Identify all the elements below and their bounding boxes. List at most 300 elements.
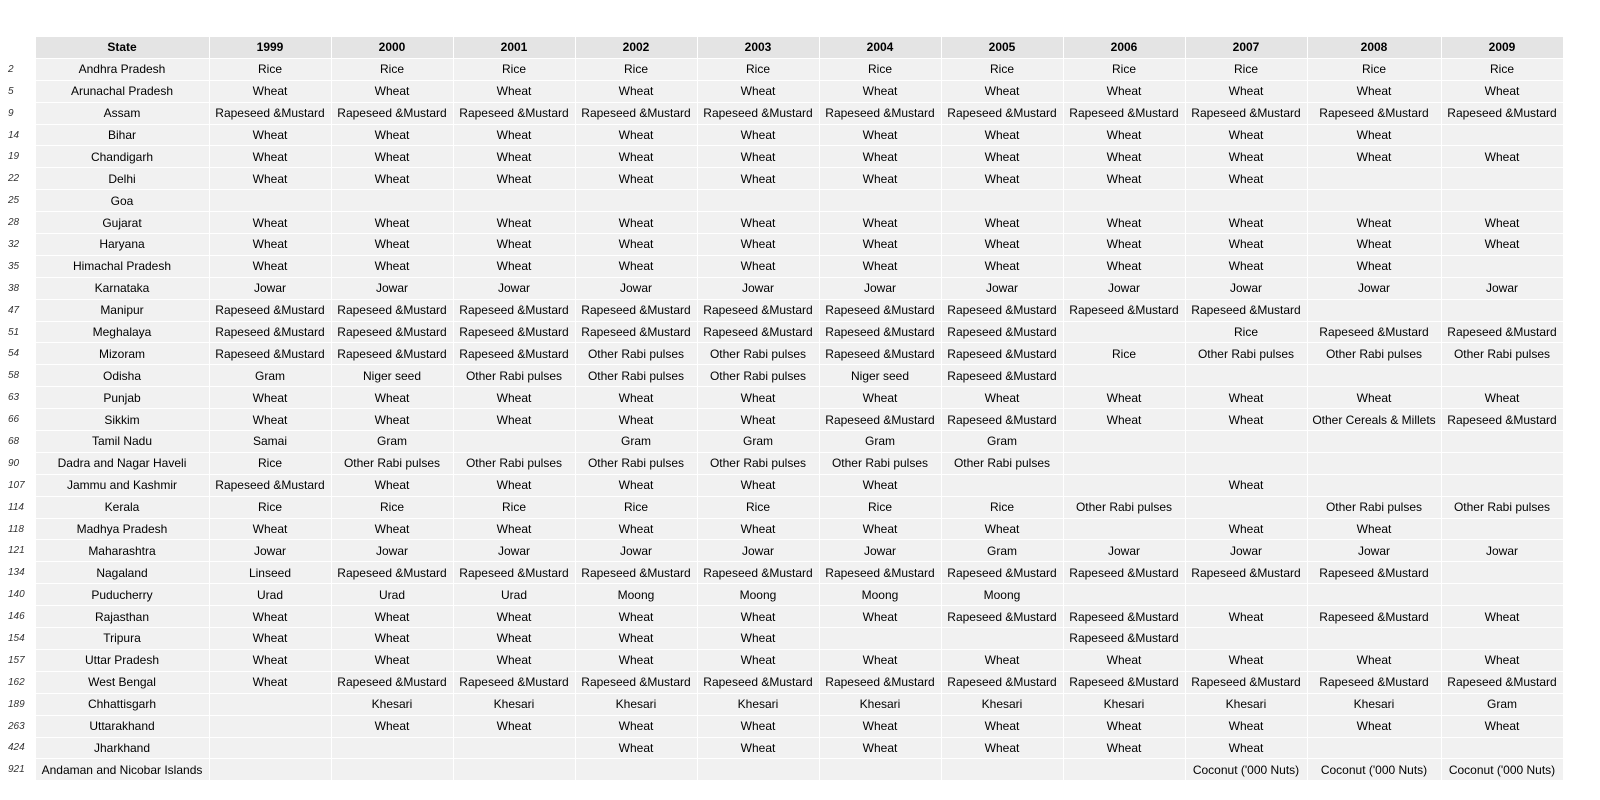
crop-cell[interactable]: Rapeseed &Mustard (331, 343, 453, 365)
crop-cell[interactable]: Rapeseed &Mustard (819, 343, 941, 365)
crop-cell[interactable]: Wheat (1185, 146, 1307, 168)
crop-cell[interactable]: Rapeseed &Mustard (575, 321, 697, 343)
crop-cell[interactable] (453, 759, 575, 781)
crop-cell[interactable]: Niger seed (819, 365, 941, 387)
crop-cell[interactable]: Rapeseed &Mustard (1063, 102, 1185, 124)
crop-cell[interactable]: Wheat (697, 212, 819, 234)
crop-cell[interactable]: Wheat (331, 606, 453, 628)
crop-cell[interactable]: Wheat (453, 628, 575, 650)
crop-cell[interactable]: Wheat (209, 80, 331, 102)
crop-cell[interactable]: Wheat (1185, 234, 1307, 256)
crop-cell[interactable]: Wheat (819, 212, 941, 234)
crop-cell[interactable]: Wheat (819, 518, 941, 540)
crop-cell[interactable]: Wheat (1063, 80, 1185, 102)
crop-cell[interactable]: Wheat (209, 212, 331, 234)
crop-cell[interactable]: Wheat (941, 146, 1063, 168)
crop-cell[interactable]: Wheat (453, 518, 575, 540)
crop-cell[interactable]: Gram (331, 431, 453, 453)
crop-cell[interactable]: Wheat (941, 255, 1063, 277)
crop-cell[interactable] (209, 190, 331, 212)
crop-cell[interactable]: Rapeseed &Mustard (331, 671, 453, 693)
crop-cell[interactable]: Rice (209, 452, 331, 474)
crop-cell[interactable]: Wheat (209, 234, 331, 256)
crop-cell[interactable]: Khesari (819, 693, 941, 715)
crop-cell[interactable]: Other Rabi pulses (941, 452, 1063, 474)
column-header-year[interactable]: 2003 (697, 37, 819, 58)
crop-cell[interactable]: Wheat (697, 80, 819, 102)
crop-cell[interactable]: Wheat (1185, 715, 1307, 737)
crop-cell[interactable]: Other Rabi pulses (453, 452, 575, 474)
crop-cell[interactable]: Wheat (819, 715, 941, 737)
crop-cell[interactable] (941, 474, 1063, 496)
crop-cell[interactable]: Rapeseed &Mustard (1185, 671, 1307, 693)
crop-cell[interactable]: Gram (819, 431, 941, 453)
crop-cell[interactable]: Rapeseed &Mustard (941, 365, 1063, 387)
crop-cell[interactable] (1307, 190, 1441, 212)
crop-cell[interactable] (1063, 518, 1185, 540)
crop-cell[interactable] (1063, 452, 1185, 474)
state-cell[interactable]: Tripura (35, 628, 209, 650)
crop-cell[interactable]: Rapeseed &Mustard (1307, 102, 1441, 124)
crop-cell[interactable]: Rapeseed &Mustard (1307, 606, 1441, 628)
crop-cell[interactable]: Wheat (819, 474, 941, 496)
crop-cell[interactable]: Wheat (819, 124, 941, 146)
crop-cell[interactable]: Wheat (575, 146, 697, 168)
crop-cell[interactable] (209, 759, 331, 781)
crop-cell[interactable]: Rapeseed &Mustard (1063, 299, 1185, 321)
crop-cell[interactable]: Rapeseed &Mustard (819, 321, 941, 343)
crop-cell[interactable]: Wheat (209, 146, 331, 168)
crop-cell[interactable]: Wheat (941, 80, 1063, 102)
crop-cell[interactable]: Rice (1185, 321, 1307, 343)
crop-cell[interactable]: Other Rabi pulses (1441, 343, 1563, 365)
crop-cell[interactable]: Other Rabi pulses (1063, 496, 1185, 518)
crop-cell[interactable]: Wheat (941, 168, 1063, 190)
crop-cell[interactable]: Other Cereals & Millets (1307, 409, 1441, 431)
crop-cell[interactable]: Rapeseed &Mustard (331, 102, 453, 124)
crop-cell[interactable]: Rice (1063, 343, 1185, 365)
crop-cell[interactable]: Rapeseed &Mustard (697, 671, 819, 693)
column-header-year[interactable]: 2009 (1441, 37, 1563, 58)
crop-cell[interactable]: Wheat (1185, 409, 1307, 431)
column-header-year[interactable]: 2001 (453, 37, 575, 58)
crop-cell[interactable]: Rice (209, 58, 331, 80)
column-header-year[interactable]: 1999 (209, 37, 331, 58)
state-cell[interactable]: Goa (35, 190, 209, 212)
crop-cell[interactable]: Jowar (209, 277, 331, 299)
state-cell[interactable]: Gujarat (35, 212, 209, 234)
crop-cell[interactable]: Jowar (1185, 277, 1307, 299)
state-cell[interactable]: Nagaland (35, 562, 209, 584)
crop-cell[interactable]: Rapeseed &Mustard (941, 671, 1063, 693)
crop-cell[interactable] (1185, 431, 1307, 453)
crop-cell[interactable]: Rapeseed &Mustard (1063, 562, 1185, 584)
crop-cell[interactable]: Wheat (575, 234, 697, 256)
state-cell[interactable]: Mizoram (35, 343, 209, 365)
crop-cell[interactable]: Wheat (819, 255, 941, 277)
crop-cell[interactable]: Wheat (1307, 234, 1441, 256)
crop-cell[interactable]: Wheat (941, 737, 1063, 759)
crop-cell[interactable]: Wheat (1063, 387, 1185, 409)
crop-cell[interactable] (1441, 518, 1563, 540)
crop-cell[interactable]: Wheat (941, 124, 1063, 146)
crop-cell[interactable]: Rice (575, 496, 697, 518)
crop-cell[interactable]: Jowar (697, 540, 819, 562)
crop-cell[interactable] (1441, 299, 1563, 321)
crop-cell[interactable]: Rapeseed &Mustard (1441, 321, 1563, 343)
crop-cell[interactable] (1441, 584, 1563, 606)
crop-cell[interactable]: Wheat (453, 168, 575, 190)
crop-cell[interactable]: Rapeseed &Mustard (941, 606, 1063, 628)
state-cell[interactable]: Puducherry (35, 584, 209, 606)
crop-cell[interactable]: Wheat (209, 168, 331, 190)
crop-cell[interactable] (1441, 365, 1563, 387)
crop-cell[interactable]: Khesari (1185, 693, 1307, 715)
crop-cell[interactable]: Rapeseed &Mustard (819, 671, 941, 693)
crop-cell[interactable]: Wheat (1185, 168, 1307, 190)
crop-cell[interactable]: Wheat (209, 628, 331, 650)
crop-cell[interactable] (1307, 299, 1441, 321)
state-cell[interactable]: Delhi (35, 168, 209, 190)
crop-cell[interactable] (1063, 190, 1185, 212)
crop-cell[interactable]: Jowar (1441, 277, 1563, 299)
crop-cell[interactable]: Wheat (453, 387, 575, 409)
crop-cell[interactable]: Wheat (697, 124, 819, 146)
crop-cell[interactable] (1185, 190, 1307, 212)
crop-cell[interactable]: Other Rabi pulses (697, 343, 819, 365)
crop-cell[interactable]: Jowar (941, 277, 1063, 299)
crop-cell[interactable] (331, 737, 453, 759)
crop-cell[interactable]: Wheat (1185, 80, 1307, 102)
crop-cell[interactable]: Wheat (1307, 80, 1441, 102)
crop-cell[interactable]: Wheat (575, 80, 697, 102)
crop-cell[interactable]: Wheat (1063, 124, 1185, 146)
column-header-year[interactable]: 2008 (1307, 37, 1441, 58)
crop-cell[interactable]: Wheat (575, 628, 697, 650)
crop-cell[interactable]: Khesari (697, 693, 819, 715)
crop-cell[interactable] (1063, 759, 1185, 781)
crop-cell[interactable]: Wheat (941, 518, 1063, 540)
crop-cell[interactable]: Wheat (697, 474, 819, 496)
crop-cell[interactable]: Khesari (331, 693, 453, 715)
crop-cell[interactable]: Gram (209, 365, 331, 387)
crop-cell[interactable]: Rapeseed &Mustard (819, 409, 941, 431)
crop-cell[interactable]: Wheat (1441, 387, 1563, 409)
crop-cell[interactable]: Wheat (1307, 124, 1441, 146)
crop-cell[interactable] (453, 190, 575, 212)
crop-cell[interactable]: Wheat (209, 518, 331, 540)
crop-cell[interactable] (331, 759, 453, 781)
crop-cell[interactable]: Wheat (575, 124, 697, 146)
crop-cell[interactable]: Rapeseed &Mustard (331, 321, 453, 343)
crop-cell[interactable]: Rice (453, 58, 575, 80)
crop-cell[interactable]: Jowar (697, 277, 819, 299)
crop-cell[interactable]: Other Rabi pulses (575, 343, 697, 365)
crop-cell[interactable]: Wheat (1307, 146, 1441, 168)
crop-cell[interactable]: Rapeseed &Mustard (1307, 562, 1441, 584)
crop-cell[interactable]: Rice (697, 58, 819, 80)
crop-cell[interactable]: Wheat (1185, 737, 1307, 759)
crop-cell[interactable]: Wheat (941, 212, 1063, 234)
crop-cell[interactable]: Other Rabi pulses (1185, 343, 1307, 365)
crop-cell[interactable]: Other Rabi pulses (1307, 343, 1441, 365)
crop-cell[interactable]: Wheat (1063, 146, 1185, 168)
crop-cell[interactable] (1441, 124, 1563, 146)
crop-cell[interactable]: Wheat (941, 387, 1063, 409)
crop-cell[interactable]: Wheat (453, 474, 575, 496)
crop-cell[interactable]: Wheat (697, 387, 819, 409)
crop-cell[interactable] (1441, 474, 1563, 496)
crop-cell[interactable]: Wheat (1441, 212, 1563, 234)
crop-cell[interactable]: Jowar (575, 540, 697, 562)
crop-cell[interactable]: Rapeseed &Mustard (209, 474, 331, 496)
crop-cell[interactable] (1063, 321, 1185, 343)
crop-cell[interactable]: Wheat (697, 649, 819, 671)
crop-cell[interactable]: Wheat (1063, 737, 1185, 759)
state-cell[interactable]: Andaman and Nicobar Islands (35, 759, 209, 781)
crop-cell[interactable] (1441, 452, 1563, 474)
crop-cell[interactable] (1063, 431, 1185, 453)
crop-cell[interactable]: Rapeseed &Mustard (1063, 671, 1185, 693)
crop-cell[interactable]: Wheat (453, 606, 575, 628)
crop-cell[interactable] (209, 715, 331, 737)
crop-cell[interactable]: Rice (331, 496, 453, 518)
crop-cell[interactable]: Rapeseed &Mustard (941, 299, 1063, 321)
crop-cell[interactable]: Wheat (331, 715, 453, 737)
crop-cell[interactable]: Wheat (209, 387, 331, 409)
crop-cell[interactable] (453, 431, 575, 453)
crop-cell[interactable]: Rapeseed &Mustard (941, 409, 1063, 431)
crop-cell[interactable]: Rapeseed &Mustard (1307, 321, 1441, 343)
crop-cell[interactable] (453, 737, 575, 759)
crop-cell[interactable]: Rapeseed &Mustard (819, 562, 941, 584)
state-cell[interactable]: Sikkim (35, 409, 209, 431)
crop-cell[interactable]: Wheat (1063, 234, 1185, 256)
crop-cell[interactable]: Wheat (331, 255, 453, 277)
crop-cell[interactable]: Coconut ('000 Nuts) (1441, 759, 1563, 781)
crop-cell[interactable]: Other Rabi pulses (819, 452, 941, 474)
crop-cell[interactable]: Jowar (1185, 540, 1307, 562)
crop-cell[interactable]: Rapeseed &Mustard (1063, 606, 1185, 628)
crop-cell[interactable]: Rice (331, 58, 453, 80)
crop-cell[interactable]: Samai (209, 431, 331, 453)
crop-cell[interactable] (1307, 737, 1441, 759)
crop-cell[interactable]: Jowar (209, 540, 331, 562)
crop-cell[interactable] (575, 759, 697, 781)
state-cell[interactable]: Punjab (35, 387, 209, 409)
crop-cell[interactable] (1441, 168, 1563, 190)
crop-cell[interactable]: Wheat (1307, 649, 1441, 671)
column-header-year[interactable]: 2007 (1185, 37, 1307, 58)
crop-cell[interactable]: Wheat (697, 737, 819, 759)
crop-cell[interactable]: Wheat (453, 409, 575, 431)
crop-cell[interactable]: Moong (575, 584, 697, 606)
crop-cell[interactable]: Jowar (1063, 277, 1185, 299)
crop-cell[interactable] (941, 190, 1063, 212)
crop-cell[interactable]: Wheat (1307, 518, 1441, 540)
state-cell[interactable]: Jharkhand (35, 737, 209, 759)
crop-cell[interactable]: Wheat (697, 409, 819, 431)
crop-cell[interactable]: Wheat (697, 606, 819, 628)
crop-cell[interactable] (1441, 255, 1563, 277)
state-cell[interactable]: Chhattisgarh (35, 693, 209, 715)
crop-cell[interactable]: Other Rabi pulses (1441, 496, 1563, 518)
crop-cell[interactable]: Wheat (1185, 606, 1307, 628)
crop-cell[interactable]: Wheat (697, 518, 819, 540)
crop-cell[interactable] (1185, 628, 1307, 650)
crop-cell[interactable]: Gram (941, 431, 1063, 453)
crop-cell[interactable]: Wheat (1185, 387, 1307, 409)
crop-cell[interactable] (1307, 452, 1441, 474)
crop-cell[interactable]: Wheat (209, 671, 331, 693)
crop-cell[interactable] (1441, 431, 1563, 453)
crop-cell[interactable]: Wheat (819, 234, 941, 256)
state-cell[interactable]: Bihar (35, 124, 209, 146)
crop-cell[interactable]: Urad (331, 584, 453, 606)
crop-cell[interactable]: Rice (941, 496, 1063, 518)
state-cell[interactable]: Kerala (35, 496, 209, 518)
crop-cell[interactable]: Jowar (1307, 540, 1441, 562)
crop-cell[interactable]: Rapeseed &Mustard (453, 321, 575, 343)
state-cell[interactable]: West Bengal (35, 671, 209, 693)
crop-cell[interactable]: Wheat (453, 124, 575, 146)
crop-cell[interactable]: Rapeseed &Mustard (453, 102, 575, 124)
crop-cell[interactable]: Rapeseed &Mustard (453, 562, 575, 584)
crop-cell[interactable]: Moong (941, 584, 1063, 606)
crop-cell[interactable]: Jowar (331, 277, 453, 299)
crop-cell[interactable]: Rapeseed &Mustard (453, 671, 575, 693)
crop-cell[interactable]: Wheat (819, 80, 941, 102)
state-cell[interactable]: Manipur (35, 299, 209, 321)
crop-cell[interactable]: Rapeseed &Mustard (575, 102, 697, 124)
crop-cell[interactable]: Urad (453, 584, 575, 606)
crop-cell[interactable]: Rapeseed &Mustard (453, 343, 575, 365)
crop-cell[interactable]: Rice (209, 496, 331, 518)
crop-cell[interactable]: Wheat (575, 409, 697, 431)
crop-cell[interactable]: Wheat (331, 387, 453, 409)
crop-cell[interactable]: Wheat (1063, 649, 1185, 671)
crop-cell[interactable]: Wheat (209, 606, 331, 628)
crop-cell[interactable]: Wheat (819, 606, 941, 628)
crop-cell[interactable] (1063, 365, 1185, 387)
crop-cell[interactable]: Rapeseed &Mustard (697, 299, 819, 321)
state-cell[interactable]: Meghalaya (35, 321, 209, 343)
crop-cell[interactable]: Wheat (1441, 606, 1563, 628)
crop-cell[interactable] (1441, 562, 1563, 584)
crop-cell[interactable]: Wheat (575, 518, 697, 540)
crop-cell[interactable]: Wheat (1063, 409, 1185, 431)
crop-cell[interactable]: Wheat (819, 387, 941, 409)
crop-cell[interactable]: Rapeseed &Mustard (1441, 671, 1563, 693)
crop-cell[interactable]: Linseed (209, 562, 331, 584)
crop-cell[interactable]: Wheat (697, 628, 819, 650)
crop-cell[interactable]: Moong (697, 584, 819, 606)
crop-cell[interactable]: Jowar (819, 540, 941, 562)
crop-cell[interactable]: Other Rabi pulses (331, 452, 453, 474)
crop-cell[interactable]: Rapeseed &Mustard (1185, 562, 1307, 584)
crop-cell[interactable]: Wheat (453, 146, 575, 168)
crop-cell[interactable]: Wheat (331, 628, 453, 650)
state-cell[interactable]: Karnataka (35, 277, 209, 299)
crop-cell[interactable] (575, 190, 697, 212)
crop-cell[interactable]: Wheat (941, 649, 1063, 671)
crop-cell[interactable] (209, 693, 331, 715)
state-cell[interactable]: Dadra and Nagar Haveli (35, 452, 209, 474)
crop-cell[interactable] (1441, 190, 1563, 212)
crop-cell[interactable]: Gram (1441, 693, 1563, 715)
crop-cell[interactable]: Wheat (453, 80, 575, 102)
state-cell[interactable]: Rajasthan (35, 606, 209, 628)
state-cell[interactable]: Assam (35, 102, 209, 124)
crop-cell[interactable]: Rice (1441, 58, 1563, 80)
crop-cell[interactable]: Urad (209, 584, 331, 606)
crop-cell[interactable]: Rapeseed &Mustard (453, 299, 575, 321)
crop-cell[interactable]: Rice (453, 496, 575, 518)
crop-cell[interactable]: Other Rabi pulses (575, 452, 697, 474)
state-cell[interactable]: Himachal Pradesh (35, 255, 209, 277)
crop-cell[interactable]: Wheat (331, 234, 453, 256)
crop-cell[interactable]: Rapeseed &Mustard (209, 299, 331, 321)
crop-cell[interactable]: Wheat (697, 168, 819, 190)
state-cell[interactable]: Uttar Pradesh (35, 649, 209, 671)
crop-cell[interactable]: Wheat (941, 715, 1063, 737)
crop-cell[interactable]: Rapeseed &Mustard (1441, 102, 1563, 124)
crop-cell[interactable]: Wheat (1063, 255, 1185, 277)
crop-cell[interactable] (697, 759, 819, 781)
crop-cell[interactable]: Wheat (453, 649, 575, 671)
crop-cell[interactable]: Wheat (1063, 168, 1185, 190)
crop-cell[interactable]: Jowar (453, 540, 575, 562)
state-cell[interactable]: Uttarakhand (35, 715, 209, 737)
state-cell[interactable]: Chandigarh (35, 146, 209, 168)
crop-cell[interactable]: Wheat (331, 124, 453, 146)
crop-cell[interactable]: Khesari (941, 693, 1063, 715)
column-header-year[interactable]: 2004 (819, 37, 941, 58)
crop-cell[interactable]: Rapeseed &Mustard (1063, 628, 1185, 650)
crop-cell[interactable]: Wheat (209, 124, 331, 146)
column-header-year[interactable]: 2006 (1063, 37, 1185, 58)
crop-cell[interactable]: Wheat (697, 146, 819, 168)
crop-cell[interactable]: Wheat (453, 234, 575, 256)
crop-cell[interactable]: Rapeseed &Mustard (575, 562, 697, 584)
crop-cell[interactable]: Wheat (1441, 649, 1563, 671)
crop-cell[interactable]: Jowar (575, 277, 697, 299)
crop-cell[interactable]: Gram (697, 431, 819, 453)
crop-cell[interactable]: Khesari (1307, 693, 1441, 715)
crop-cell[interactable]: Rice (819, 58, 941, 80)
column-header-state[interactable]: State (35, 37, 209, 58)
crop-cell[interactable]: Rapeseed &Mustard (1185, 102, 1307, 124)
crop-cell[interactable]: Wheat (1063, 212, 1185, 234)
crop-cell[interactable]: Wheat (453, 212, 575, 234)
crop-cell[interactable]: Rice (697, 496, 819, 518)
crop-cell[interactable] (1185, 496, 1307, 518)
crop-cell[interactable]: Wheat (331, 649, 453, 671)
crop-cell[interactable]: Rapeseed &Mustard (697, 562, 819, 584)
crop-cell[interactable]: Wheat (575, 649, 697, 671)
crop-cell[interactable] (1063, 584, 1185, 606)
crop-cell[interactable]: Jowar (819, 277, 941, 299)
crop-cell[interactable] (1441, 737, 1563, 759)
crop-cell[interactable]: Niger seed (331, 365, 453, 387)
crop-cell[interactable]: Rapeseed &Mustard (1185, 299, 1307, 321)
crop-cell[interactable]: Wheat (1185, 212, 1307, 234)
crop-cell[interactable]: Rapeseed &Mustard (1441, 409, 1563, 431)
crop-cell[interactable]: Gram (941, 540, 1063, 562)
crop-cell[interactable]: Other Rabi pulses (575, 365, 697, 387)
crop-cell[interactable]: Wheat (575, 737, 697, 759)
crop-cell[interactable] (1185, 452, 1307, 474)
